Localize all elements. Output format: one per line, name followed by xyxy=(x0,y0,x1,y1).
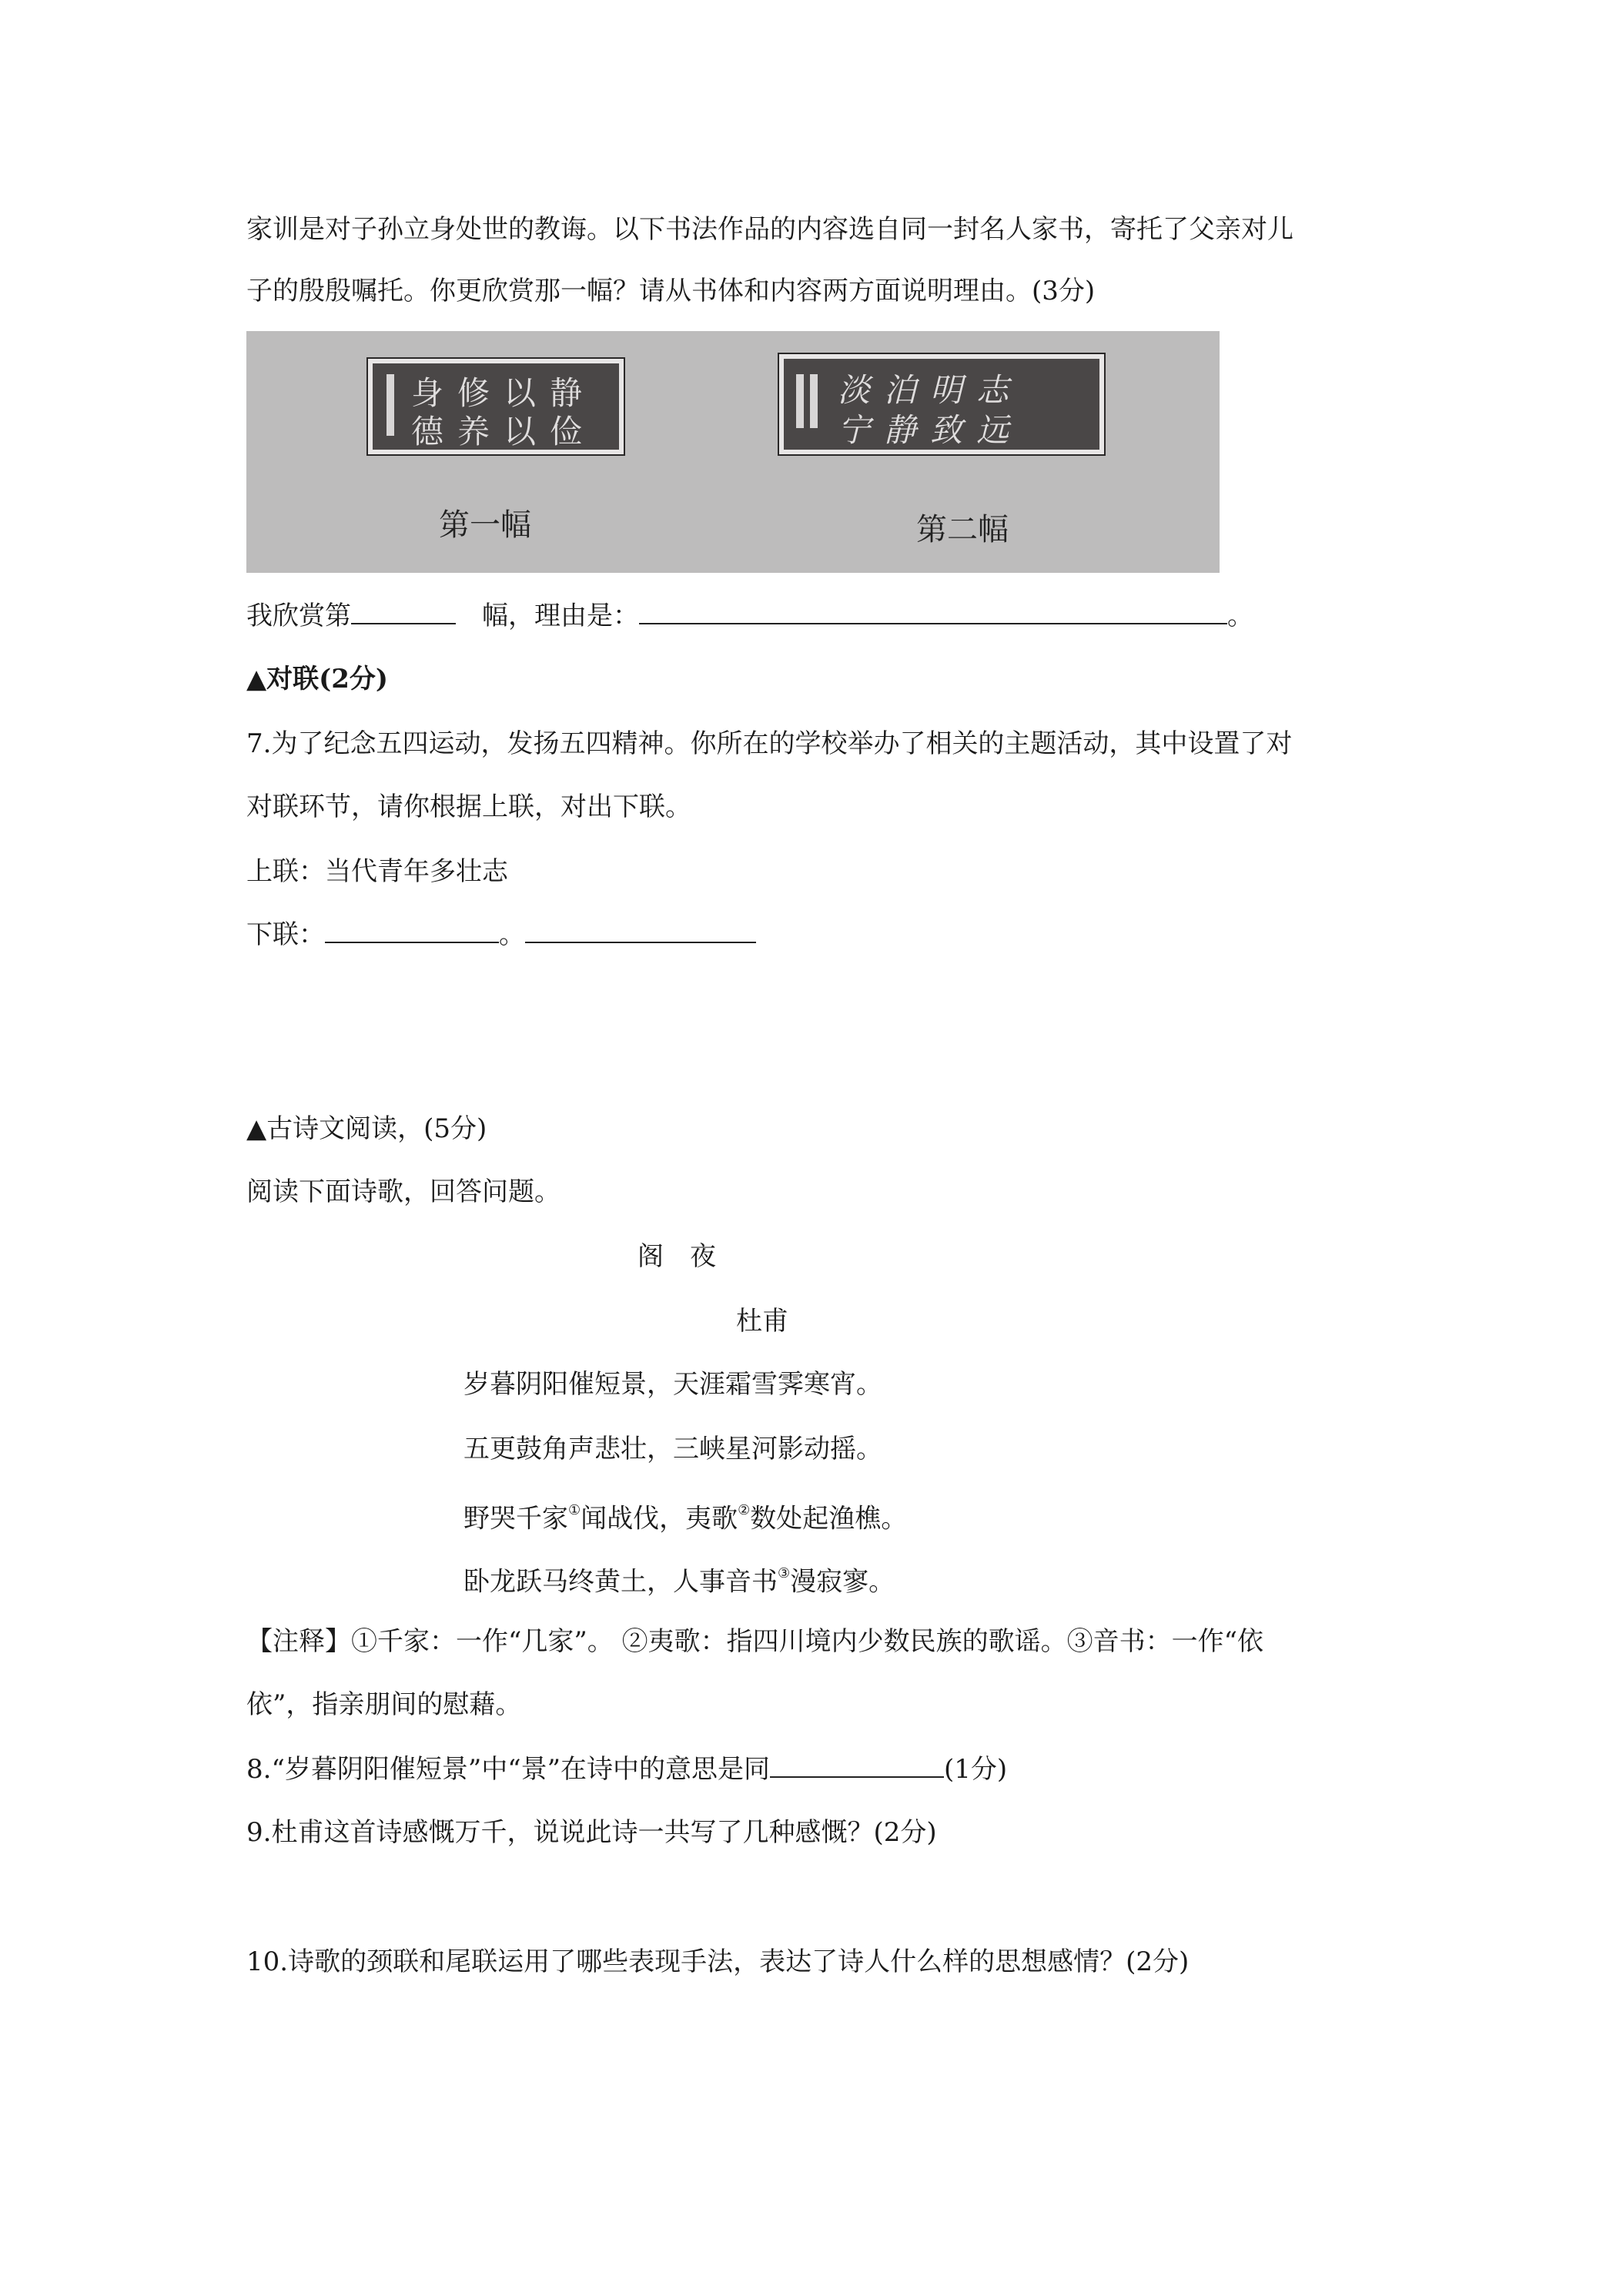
q8 xyxy=(246,1752,1007,1786)
answer-middle: 幅，理由是： xyxy=(482,601,639,631)
q7-line-1: 7.为了纪念五四运动，发扬五四精神。你所在的学校举办了相关的主题活动，其中设置了对 xyxy=(246,728,1293,759)
footnote-mark-3: ③ xyxy=(778,1565,791,1581)
plaque-2-text-row-2: 宁静致远 xyxy=(838,411,1023,449)
poem-author: 杜甫 xyxy=(736,1306,788,1337)
couplet-lower-sep: 。 xyxy=(499,919,525,950)
answer-blank-number[interactable] xyxy=(351,600,456,624)
calligraphy-photo xyxy=(246,331,1220,573)
plaque-1-text-row-1: 身修以静 xyxy=(411,374,597,412)
notes-line-2: 依”，指亲朋间的慰藉。 xyxy=(246,1689,522,1720)
poem-line-3-part-a: 野哭千家 xyxy=(463,1503,568,1535)
q10: 10.诗歌的颈联和尾联运用了哪些表现手法，表达了诗人什么样的思想感情？(2分) xyxy=(246,1946,1190,1977)
poetry-heading: ▲古诗文阅读，(5分) xyxy=(246,1113,487,1144)
couplet-heading: ▲对联(2分) xyxy=(246,664,388,694)
answer-suffix: 。 xyxy=(1227,601,1253,631)
calligraphy-plaque-2 xyxy=(779,354,1104,454)
couplet-blank-2[interactable] xyxy=(525,919,756,943)
poem-line-4-part-b: 漫寂寥。 xyxy=(790,1566,895,1598)
footnote-mark-2: ② xyxy=(738,1502,751,1518)
answer-prefix: 我欣赏第 xyxy=(246,601,351,631)
notes-line-1: 【注释】①千家：一作“几家”。 ②夷歌：指四川境内少数民族的歌谣。③音书：一作“依 xyxy=(246,1626,1263,1657)
poem-line-3 xyxy=(463,1497,907,1535)
calligraphy-plaque-1 xyxy=(368,359,624,454)
caption-second: 第二幅 xyxy=(916,512,1009,547)
poem-title: 阁 夜 xyxy=(637,1241,716,1272)
poem-line-4 xyxy=(463,1560,895,1598)
q8-suffix: (1分) xyxy=(943,1754,1008,1785)
couplet-lower-prefix: 下联： xyxy=(246,919,325,950)
seal-mark xyxy=(796,374,804,428)
q9: 9.杜甫这首诗感慨万千，说说此诗一共写了几种感慨？(2分) xyxy=(246,1817,937,1848)
intro-line-1: 家训是对子孙立身处世的教诲。以下书法作品的内容选自同一封名人家书，寄托了父亲对儿 xyxy=(246,214,1293,245)
poem-line-1: 岁暮阴阳催短景，天涯霜雪霁寒宵。 xyxy=(463,1369,882,1400)
plaque-1-text-row-2: 德养以俭 xyxy=(411,413,597,450)
poem-line-4-part-a: 卧龙跃马终黄土，人事音书 xyxy=(463,1566,778,1598)
q7-line-2: 对联环节，请你根据上联，对出下联。 xyxy=(246,792,691,822)
seal-mark xyxy=(810,374,818,428)
poem-line-3-part-c: 数处起渔樵。 xyxy=(750,1503,908,1535)
poem-line-2: 五更鼓角声悲壮，三峡星河影动摇。 xyxy=(463,1434,882,1464)
couplet-upper: 上联：当代青年多壮志 xyxy=(246,856,508,887)
caption-first: 第一幅 xyxy=(439,507,531,543)
plaque-2-text-row-1: 淡泊明志 xyxy=(838,371,1023,409)
answer-line xyxy=(246,599,1253,633)
seal-mark xyxy=(387,374,394,436)
q8-blank[interactable] xyxy=(770,1753,944,1778)
q8-prefix: 8.“岁暮阴阳催短景”中“景”在诗中的意思是同 xyxy=(246,1754,770,1785)
answer-blank-reason[interactable] xyxy=(639,600,1227,624)
footnote-mark-1: ① xyxy=(568,1502,581,1518)
poetry-instruction: 阅读下面诗歌，回答问题。 xyxy=(246,1176,561,1207)
intro-line-2: 子的殷殷嘱托。你更欣赏那一幅？请从书体和内容两方面说明理由。(3分) xyxy=(246,276,1096,306)
couplet-lower xyxy=(246,918,756,952)
couplet-blank-1[interactable] xyxy=(325,919,499,943)
poem-line-3-part-b: 闻战伐，夷歌 xyxy=(581,1503,738,1535)
